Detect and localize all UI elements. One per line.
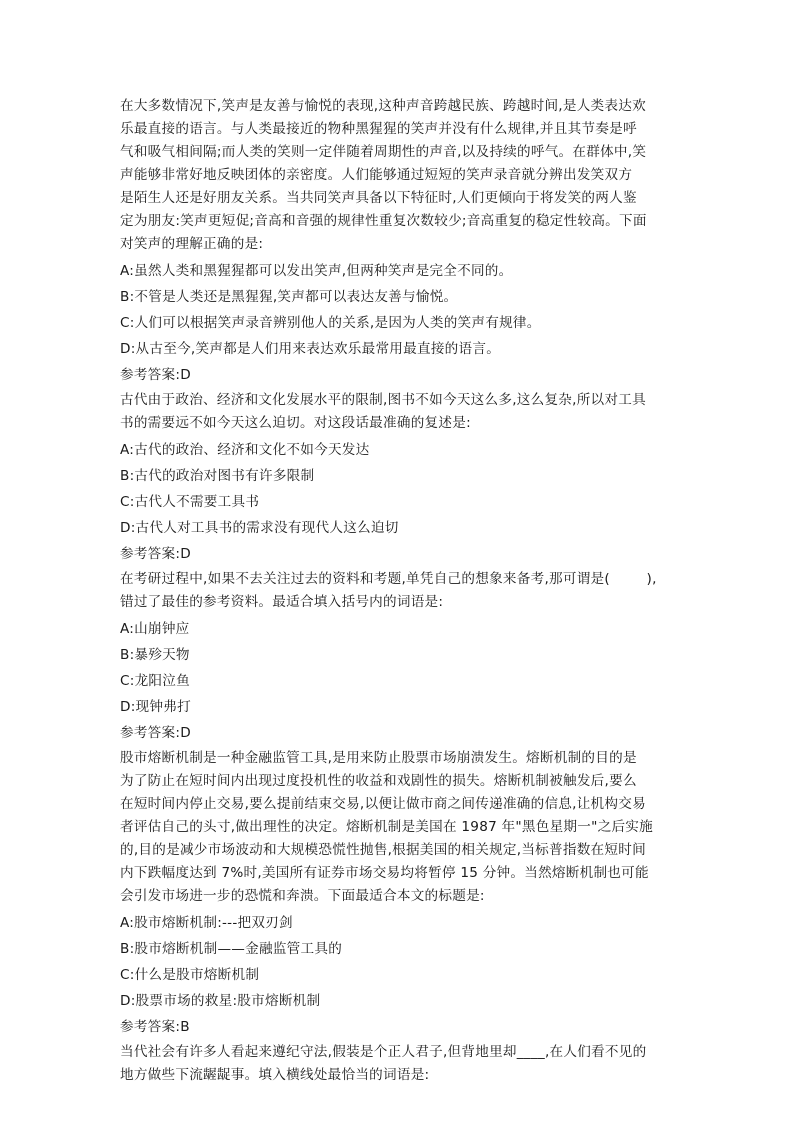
question-5 xyxy=(120,1041,690,1087)
option-d: D:现钟弗打 xyxy=(120,699,191,715)
stem-line: 对笑声的理解正确的是: xyxy=(120,236,264,252)
stem-line: 在考研过程中,如果不去关注过去的资料和考题,单凭自己的想象来备考,那可谓是( ), xyxy=(120,571,657,587)
question-stem xyxy=(120,95,690,256)
option-b: B:古代的政治对图书有许多限制 xyxy=(120,468,315,484)
stem-line: 声能够非常好地反映团体的亲密度。人们能够通过短短的笑声录音就分辨出发笑双方 xyxy=(120,167,633,183)
question-stem xyxy=(120,568,690,614)
stem-line: 错过了最佳的参考资料。最适合填入括号内的词语是: xyxy=(120,594,444,610)
question-3 xyxy=(120,568,690,744)
stem-line: 在短时间内停止交易,要么提前结束交易,以便让做市商之间传递准确的信息,让机构交易 xyxy=(120,796,646,812)
question-stem xyxy=(120,389,690,435)
reference-answer: 参考答案:D xyxy=(120,725,191,741)
stem-line: 乐最直接的语言。与人类最接近的物种黑猩猩的笑声并没有什么规律,并且其节奏是呼 xyxy=(120,121,637,137)
question-2 xyxy=(120,389,690,565)
reference-answer: 参考答案:D xyxy=(120,367,191,383)
stem-line: 者评估自己的头寸,做出理性的决定。熔断机制是美国在 1987 年"黑色星期一"之后实施 xyxy=(120,819,653,835)
stem-line: 定为朋友:笑声更短促;音高和音强的规律性重复次数较少;音高重复的稳定性较高。下面 xyxy=(120,213,647,229)
option-a: A:虽然人类和黑猩猩都可以发出笑声,但两种笑声是完全不同的。 xyxy=(120,263,513,279)
option-c: C:古代人不需要工具书 xyxy=(120,494,260,510)
stem-line: 内下跌幅度达到 7%时,美国所有证券市场交易均将暂停 15 分钟。当然熔断机制也可能 xyxy=(120,865,649,881)
option-c: C:什么是股市熔断机制 xyxy=(120,967,260,983)
question-1 xyxy=(120,95,690,386)
reference-answer: 参考答案:B xyxy=(120,1019,190,1035)
stem-line: 股市熔断机制是一种金融监管工具,是用来防止股票市场崩溃发生。熔断机制的目的是 xyxy=(120,750,637,766)
stem-line: 在大多数情况下,笑声是友善与愉悦的表现,这种声音跨越民族、跨越时间,是人类表达欢 xyxy=(120,98,646,114)
option-b: B:股市熔断机制——金融监管工具的 xyxy=(120,941,343,957)
question-stem xyxy=(120,1041,690,1087)
stem-line: 当代社会有许多人看起来遵纪守法,假装是个正人君子,但背地里却____,在人们看不见的 xyxy=(120,1044,647,1060)
stem-line: 会引发市场进一步的恐慌和奔溃。下面最适合本文的标题是: xyxy=(120,888,485,904)
stem-line: 气和吸气相间隔;而人类的笑则一定伴随着周期性的声音,以及持续的呼气。在群体中,笑 xyxy=(120,144,647,160)
reference-answer: 参考答案:D xyxy=(120,546,191,562)
stem-line: 是陌生人还是好朋友关系。当共同笑声具备以下特征时,人们更倾向于将发笑的两人鉴 xyxy=(120,190,637,206)
option-c: C:人们可以根据笑声录音辨别他人的关系,是因为人类的笑声有规律。 xyxy=(120,315,541,331)
option-a: A:股市熔断机制:---把双刃剑 xyxy=(120,915,293,931)
option-b: B:暴殄天物 xyxy=(120,647,190,663)
question-4 xyxy=(120,747,690,1038)
option-a: A:山崩钟应 xyxy=(120,621,190,637)
option-c: C:龙阳泣鱼 xyxy=(120,673,190,689)
option-b: B:不管是人类还是黑猩猩,笑声都可以表达友善与愉悦。 xyxy=(120,289,458,305)
option-a: A:古代的政治、经济和文化不如今天发达 xyxy=(120,442,370,458)
stem-line: 地方做些下流龌龊事。填入横线处最恰当的词语是: xyxy=(120,1067,430,1083)
stem-line: 为了防止在短时间内出现过度投机性的收益和戏剧性的损失。熔断机制被触发后,要么 xyxy=(120,773,637,789)
stem-line: 古代由于政治、经济和文化发展水平的限制,图书不如今天这么多,这么复杂,所以对工具 xyxy=(120,392,646,408)
option-d: D:古代人对工具书的需求没有现代人这么迫切 xyxy=(120,520,399,536)
option-d: D:从古至今,笑声都是人们用来表达欢乐最常用最直接的语言。 xyxy=(120,341,501,357)
question-stem xyxy=(120,747,690,908)
stem-line: 的,目的是减少市场波动和大规模恐慌性抛售,根据美国的相关规定,当标普指数在短时间 xyxy=(120,842,646,858)
stem-line: 书的需要远不如今天这么迫切。对这段话最准确的复述是: xyxy=(120,415,471,431)
option-d: D:股票市场的救星:股市熔断机制 xyxy=(120,993,321,1009)
